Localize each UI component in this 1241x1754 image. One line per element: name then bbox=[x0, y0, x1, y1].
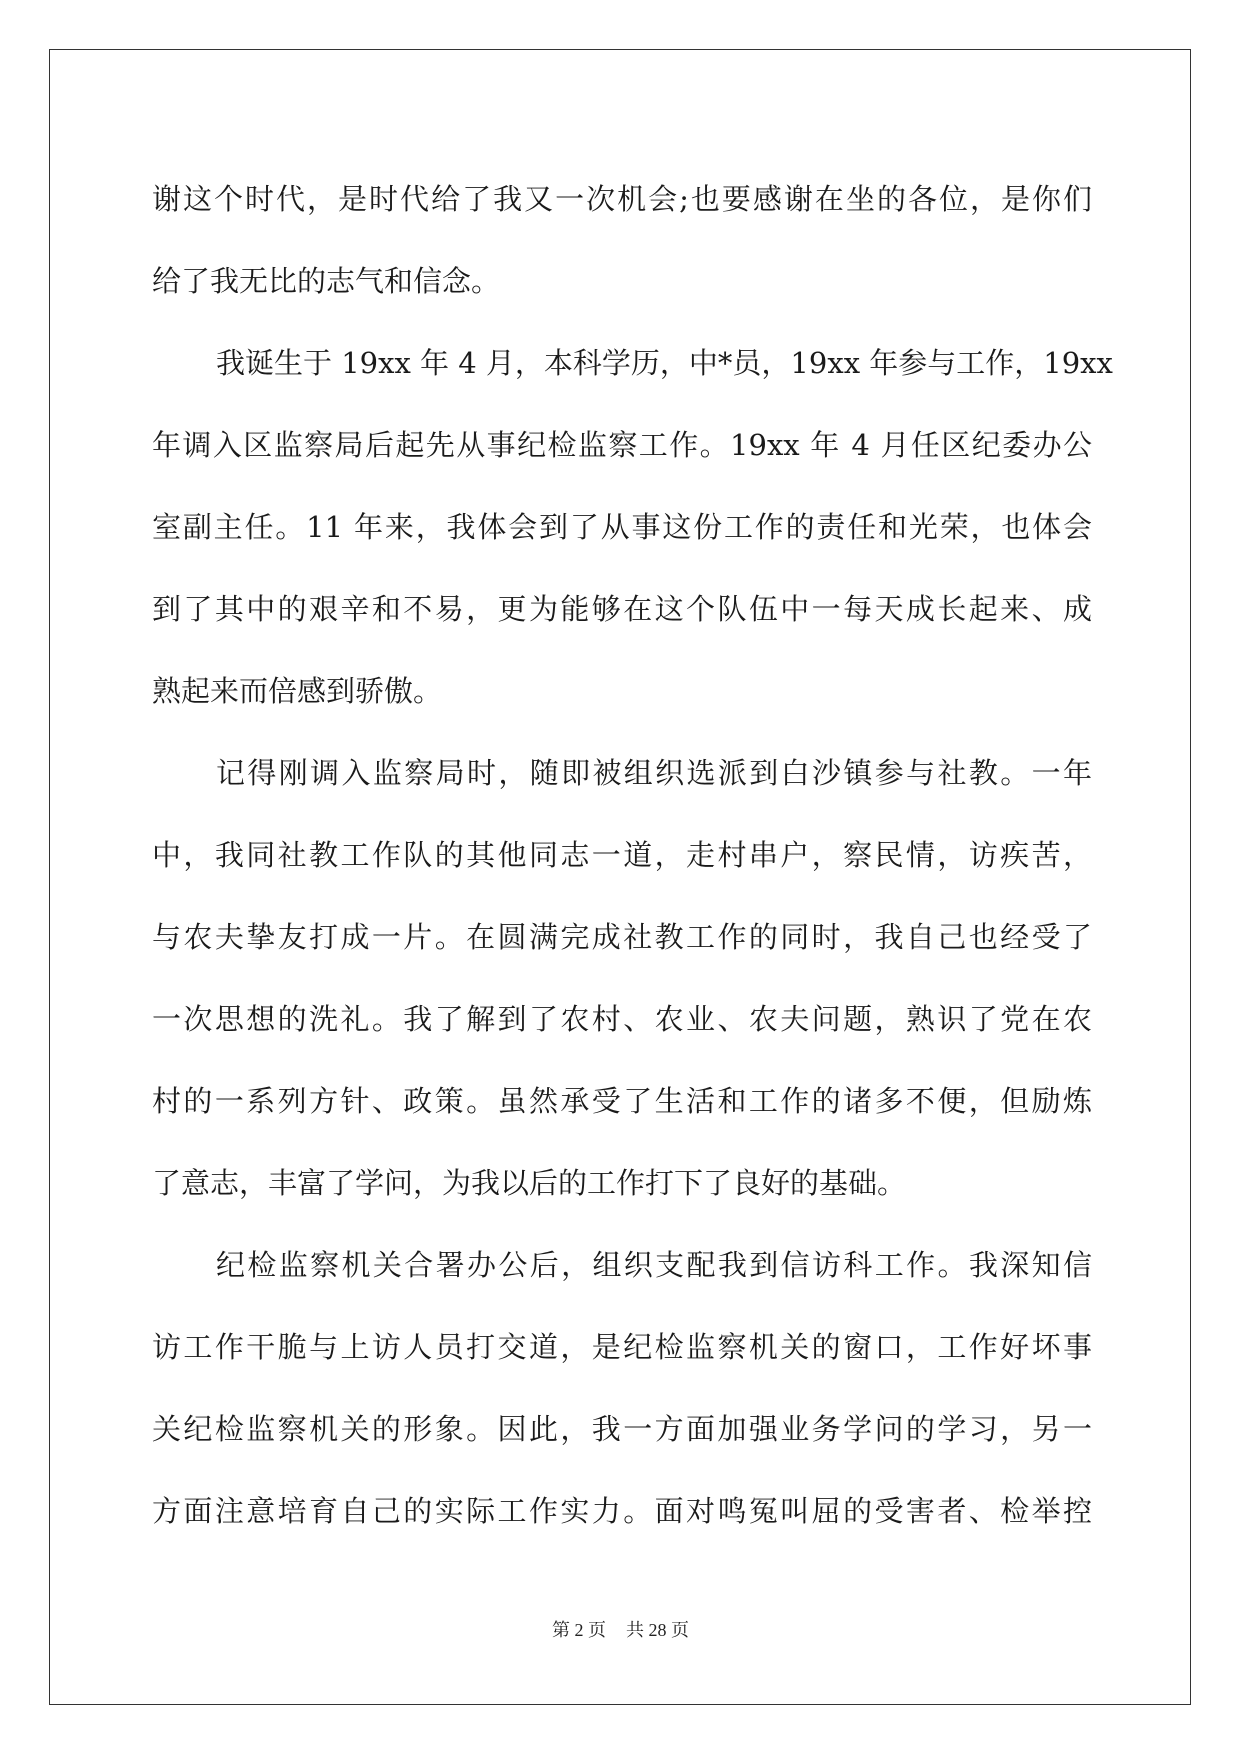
text-line: 与农夫挚友打成一片。在圆满完成社教工作的同时，我自己也经受了 bbox=[152, 920, 1092, 954]
text-line: 村的一系列方针、政策。虽然承受了生活和工作的诸多不便，但励炼 bbox=[152, 1084, 1092, 1118]
text-line: 谢这个时代，是时代给了我又一次机会;也要感谢在坐的各位，是你们 bbox=[152, 182, 1092, 216]
page-number: 第 2 页 bbox=[552, 1620, 606, 1640]
text-line: 关纪检监察机关的形象。因此，我一方面加强业务学问的学习，另一 bbox=[152, 1412, 1092, 1446]
text-line: 熟起来而倍感到骄傲。 bbox=[152, 674, 443, 708]
total-pages: 共 28 页 bbox=[626, 1620, 689, 1640]
document-body bbox=[152, 158, 1113, 1552]
paragraph-first-line: 我诞生于 19xx 年 4 月，本科学历，中*员，19xx 年参与工作，19xx bbox=[216, 346, 1113, 380]
text-line: 年调入区监察局后起先从事纪检监察工作。19xx 年 4 月任区纪委办公 bbox=[152, 428, 1092, 462]
text-line: 到了其中的艰辛和不易，更为能够在这个队伍中一每天成长起来、成 bbox=[152, 592, 1092, 626]
page-footer bbox=[0, 1616, 1241, 1642]
text-line: 中，我同社教工作队的其他同志一道，走村串户，察民情，访疾苦， bbox=[152, 838, 1092, 872]
paragraph-first-line: 纪检监察机关合署办公后，组织支配我到信访科工作。我深知信 bbox=[216, 1248, 1092, 1282]
text-line: 室副主任。11 年来，我体会到了从事这份工作的责任和光荣，也体会 bbox=[152, 510, 1092, 544]
text-line: 了意志，丰富了学问，为我以后的工作打下了良好的基础。 bbox=[152, 1166, 907, 1200]
paragraph-first-line: 记得刚调入监察局时，随即被组织选派到白沙镇参与社教。一年 bbox=[216, 756, 1092, 790]
text-line: 一次思想的洗礼。我了解到了农村、农业、农夫问题，熟识了党在农 bbox=[152, 1002, 1092, 1036]
text-line: 方面注意培育自己的实际工作实力。面对鸣冤叫屈的受害者、检举控 bbox=[152, 1494, 1092, 1528]
text-line: 给了我无比的志气和信念。 bbox=[152, 264, 501, 298]
text-line: 访工作干脆与上访人员打交道，是纪检监察机关的窗口，工作好坏事 bbox=[152, 1330, 1092, 1364]
